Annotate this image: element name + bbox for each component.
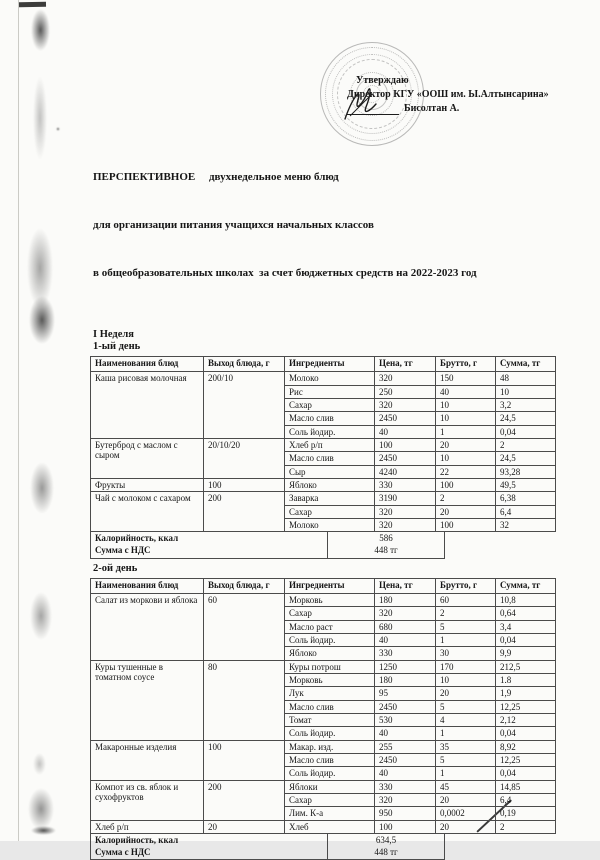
approver-name: Бисолтан А. — [404, 103, 460, 114]
ingredient-cell: Макар. изд. — [285, 740, 375, 753]
calories-label: Калорийность, ккал — [95, 533, 179, 544]
dish-output-cell: 100 — [204, 740, 285, 780]
gross-cell: 10 — [436, 452, 496, 465]
column-header: Выход блюда, г — [204, 578, 285, 593]
dish-name-cell: Макаронные изделия — [91, 740, 204, 780]
column-header: Наименования блюд — [91, 578, 204, 593]
header-row — [91, 578, 556, 593]
column-header: Цена, тг — [375, 578, 436, 593]
ingredient-cell: Яблоко — [285, 479, 375, 492]
ingredient-cell: Заварка — [285, 492, 375, 505]
price-cell: 180 — [375, 673, 436, 686]
gross-cell: 1 — [436, 727, 496, 740]
gross-cell: 10 — [436, 399, 496, 412]
handwritten-signature — [338, 86, 396, 126]
ingredient-cell: Масло раст — [285, 620, 375, 633]
sum-cell: 10,8 — [496, 593, 556, 606]
gross-cell: 150 — [436, 372, 496, 385]
dish-output-cell: 200/10 — [204, 372, 285, 439]
dish-name-cell: Каша рисовая молочная — [91, 372, 204, 439]
column-header: Ингредиенты — [285, 357, 375, 372]
summary-labels — [91, 532, 328, 557]
sum-cell: 12,25 — [496, 753, 556, 766]
price-cell: 2450 — [375, 412, 436, 425]
price-cell: 2450 — [375, 700, 436, 713]
document-title — [93, 138, 556, 313]
sum-cell: 0,04 — [496, 425, 556, 438]
dish-name-cell: Куры тушенные в томатном соусе — [91, 660, 204, 740]
scan-artifact — [19, 2, 46, 7]
price-cell: 2450 — [375, 753, 436, 766]
ingredient-cell: Молоко — [285, 519, 375, 532]
title-line-1: ПЕРСПЕКТИВНОЕ двухнедельное меню блюд — [93, 170, 339, 183]
gross-cell: 1 — [436, 767, 496, 780]
ingredient-cell: Томат — [285, 713, 375, 726]
dish-name-cell: Чай с молоком с сахаром — [91, 492, 204, 532]
scan-smudge — [33, 76, 47, 160]
gross-cell: 2 — [436, 492, 496, 505]
day2-menu-table — [90, 578, 556, 834]
sum-cell: 0,04 — [496, 727, 556, 740]
ingredient-cell: Хлеб р/п — [285, 439, 375, 452]
ingredient-cell: Соль йодир. — [285, 767, 375, 780]
gross-cell: 170 — [436, 660, 496, 673]
sum-cell: 3,4 — [496, 620, 556, 633]
day2-label: 2-ой день — [93, 562, 138, 574]
header-row — [91, 357, 556, 372]
day1-label: 1-ый день — [93, 341, 141, 353]
title-line-2: для организации питания учащихся начальных классов — [93, 218, 374, 231]
sum-cell: 2 — [496, 820, 556, 833]
price-cell: 40 — [375, 767, 436, 780]
price-cell: 320 — [375, 519, 436, 532]
day1-menu-table — [90, 356, 556, 532]
gross-cell: 100 — [436, 479, 496, 492]
dish-output-cell: 200 — [204, 492, 285, 532]
scan-edge-line — [18, 0, 19, 841]
price-cell: 3190 — [375, 492, 436, 505]
sum-cell: 12,25 — [496, 700, 556, 713]
column-header: Ингредиенты — [285, 578, 375, 593]
column-header: Наименования блюд — [91, 357, 204, 372]
price-cell: 1250 — [375, 660, 436, 673]
price-cell: 530 — [375, 713, 436, 726]
dish-output-cell: 200 — [204, 780, 285, 820]
ingredient-cell: Сыр — [285, 465, 375, 478]
gross-cell: 30 — [436, 647, 496, 660]
dish-name-cell: Хлеб р/п — [91, 820, 204, 833]
dish-output-cell: 20 — [204, 820, 285, 833]
table-row — [91, 439, 556, 452]
gross-cell: 1 — [436, 633, 496, 646]
price-cell: 680 — [375, 620, 436, 633]
sum-value: 448 тг — [374, 846, 398, 857]
ingredient-cell: Лук — [285, 687, 375, 700]
sum-cell: 3,2 — [496, 399, 556, 412]
ingredient-cell: Сахар — [285, 399, 375, 412]
ingredient-cell: Масло слив — [285, 412, 375, 425]
scan-smudge — [31, 826, 56, 835]
title-line-3: в общеобразовательных школах за счет бюджетных средств на 2022-2023 год — [93, 266, 477, 279]
gross-cell: 1 — [436, 425, 496, 438]
sum-cell: 0,19 — [496, 807, 556, 820]
sum-cell: 93,28 — [496, 465, 556, 478]
gross-cell: 5 — [436, 753, 496, 766]
calories-label: Калорийность, ккал — [95, 835, 179, 845]
price-cell: 320 — [375, 607, 436, 620]
document-body — [90, 138, 556, 860]
ingredient-cell: Масло слив — [285, 700, 375, 713]
table-row — [91, 820, 556, 833]
gross-cell: 35 — [436, 740, 496, 753]
column-header: Брутто, г — [436, 578, 496, 593]
gross-cell: 20 — [436, 439, 496, 452]
sum-cell: 8,92 — [496, 740, 556, 753]
table-row — [91, 660, 556, 673]
dish-output-cell: 100 — [204, 479, 285, 492]
price-cell: 330 — [375, 479, 436, 492]
day2-summary — [90, 834, 445, 860]
gross-cell: 20 — [436, 820, 496, 833]
gross-cell: 5 — [436, 620, 496, 633]
scan-smudge — [30, 592, 52, 640]
sum-cell: 49,5 — [496, 479, 556, 492]
price-cell: 95 — [375, 687, 436, 700]
ingredient-cell: Сахар — [285, 505, 375, 518]
sum-cell: 0,04 — [496, 767, 556, 780]
approval-word: Утверждаю — [356, 75, 409, 86]
table-row — [91, 740, 556, 753]
sum-cell: 10 — [496, 385, 556, 398]
ingredient-cell: Морковь — [285, 673, 375, 686]
sum-cell: 48 — [496, 372, 556, 385]
sum-cell: 1.8 — [496, 673, 556, 686]
price-cell: 330 — [375, 647, 436, 660]
sum-cell: 6,38 — [496, 492, 556, 505]
dish-output-cell: 20/10/20 — [204, 439, 285, 479]
dish-name-cell: Фрукты — [91, 479, 204, 492]
gross-cell: 0,0002 — [436, 807, 496, 820]
gross-cell: 20 — [436, 793, 496, 806]
gross-cell: 40 — [436, 385, 496, 398]
dish-name-cell: Компот из св. яблок и сухофруктов — [91, 780, 204, 820]
dish-name-cell: Бутерброд с маслом с сыром — [91, 439, 204, 479]
gross-cell: 10 — [436, 673, 496, 686]
price-cell: 40 — [375, 633, 436, 646]
price-cell: 2450 — [375, 452, 436, 465]
summary-values — [328, 532, 444, 557]
director-line: Директор КГУ «ООШ им. Ы.Алтынсарина» — [347, 89, 549, 100]
price-cell: 330 — [375, 780, 436, 793]
table-row — [91, 372, 556, 385]
price-cell: 255 — [375, 740, 436, 753]
gross-cell: 45 — [436, 780, 496, 793]
sum-cell: 9,9 — [496, 647, 556, 660]
price-cell: 320 — [375, 505, 436, 518]
column-header: Брутто, г — [436, 357, 496, 372]
sum-cell: 0,64 — [496, 607, 556, 620]
ingredient-cell: Соль йодир. — [285, 727, 375, 740]
sum-cell: 2,12 — [496, 713, 556, 726]
sum-label: Сумма с НДС — [95, 545, 151, 556]
table-row — [91, 593, 556, 606]
column-header: Цена, тг — [375, 357, 436, 372]
table-row — [91, 780, 556, 793]
sum-label: Сумма с НДС — [95, 846, 151, 857]
day1-summary — [90, 532, 445, 558]
summary-labels — [91, 834, 328, 859]
price-cell: 40 — [375, 727, 436, 740]
ingredient-cell: Масло слив — [285, 452, 375, 465]
summary-values — [328, 834, 444, 859]
scan-smudge — [56, 127, 60, 131]
price-cell: 950 — [375, 807, 436, 820]
dish-output-cell: 80 — [204, 660, 285, 740]
week-label: I Неделя — [93, 329, 134, 341]
dish-output-cell: 60 — [204, 593, 285, 660]
price-cell: 40 — [375, 425, 436, 438]
price-cell: 320 — [375, 399, 436, 412]
gross-cell: 100 — [436, 519, 496, 532]
scan-smudge — [33, 753, 46, 775]
ingredient-cell: Сахар — [285, 793, 375, 806]
price-cell: 320 — [375, 372, 436, 385]
sum-cell: 212,5 — [496, 660, 556, 673]
sum-cell: 24,5 — [496, 412, 556, 425]
table-row — [91, 479, 556, 492]
scan-smudge — [28, 788, 54, 830]
sum-cell: 14,85 — [496, 780, 556, 793]
column-header: Сумма, тг — [496, 357, 556, 372]
ingredient-cell: Лим. К-а — [285, 807, 375, 820]
gross-cell: 20 — [436, 505, 496, 518]
scan-smudge — [31, 9, 50, 51]
gross-cell: 4 — [436, 713, 496, 726]
price-cell: 100 — [375, 439, 436, 452]
ingredient-cell: Соль йодир. — [285, 633, 375, 646]
gross-cell: 2 — [436, 607, 496, 620]
sum-cell: 32 — [496, 519, 556, 532]
calories-value: 634,5 — [375, 835, 397, 845]
scan-smudge — [30, 462, 54, 514]
ingredient-cell: Молоко — [285, 372, 375, 385]
sum-cell: 0,04 — [496, 633, 556, 646]
gross-cell: 60 — [436, 593, 496, 606]
price-cell: 180 — [375, 593, 436, 606]
price-cell: 320 — [375, 793, 436, 806]
scan-smudge — [29, 296, 55, 344]
column-header: Сумма, тг — [496, 578, 556, 593]
ingredient-cell: Яблоки — [285, 780, 375, 793]
gross-cell: 10 — [436, 412, 496, 425]
sum-cell: 24,5 — [496, 452, 556, 465]
ingredient-cell: Соль йодир. — [285, 425, 375, 438]
sum-cell: 6,4 — [496, 793, 556, 806]
price-cell: 100 — [375, 820, 436, 833]
sum-value: 448 тг — [374, 545, 398, 556]
sum-cell: 6,4 — [496, 505, 556, 518]
sum-cell: 1,9 — [496, 687, 556, 700]
sum-cell: 2 — [496, 439, 556, 452]
dish-name-cell: Салат из моркови и яблока — [91, 593, 204, 660]
gross-cell: 20 — [436, 687, 496, 700]
ingredient-cell: Куры потрош — [285, 660, 375, 673]
table-row — [91, 492, 556, 505]
ingredient-cell: Рис — [285, 385, 375, 398]
column-header: Выход блюда, г — [204, 357, 285, 372]
gross-cell: 5 — [436, 700, 496, 713]
ingredient-cell: Морковь — [285, 593, 375, 606]
ingredient-cell: Хлеб — [285, 820, 375, 833]
ingredient-cell: Сахар — [285, 607, 375, 620]
ingredient-cell: Яблоко — [285, 647, 375, 660]
price-cell: 250 — [375, 385, 436, 398]
calories-value: 586 — [379, 533, 393, 544]
gross-cell: 22 — [436, 465, 496, 478]
price-cell: 4240 — [375, 465, 436, 478]
ingredient-cell: Масло слив — [285, 753, 375, 766]
